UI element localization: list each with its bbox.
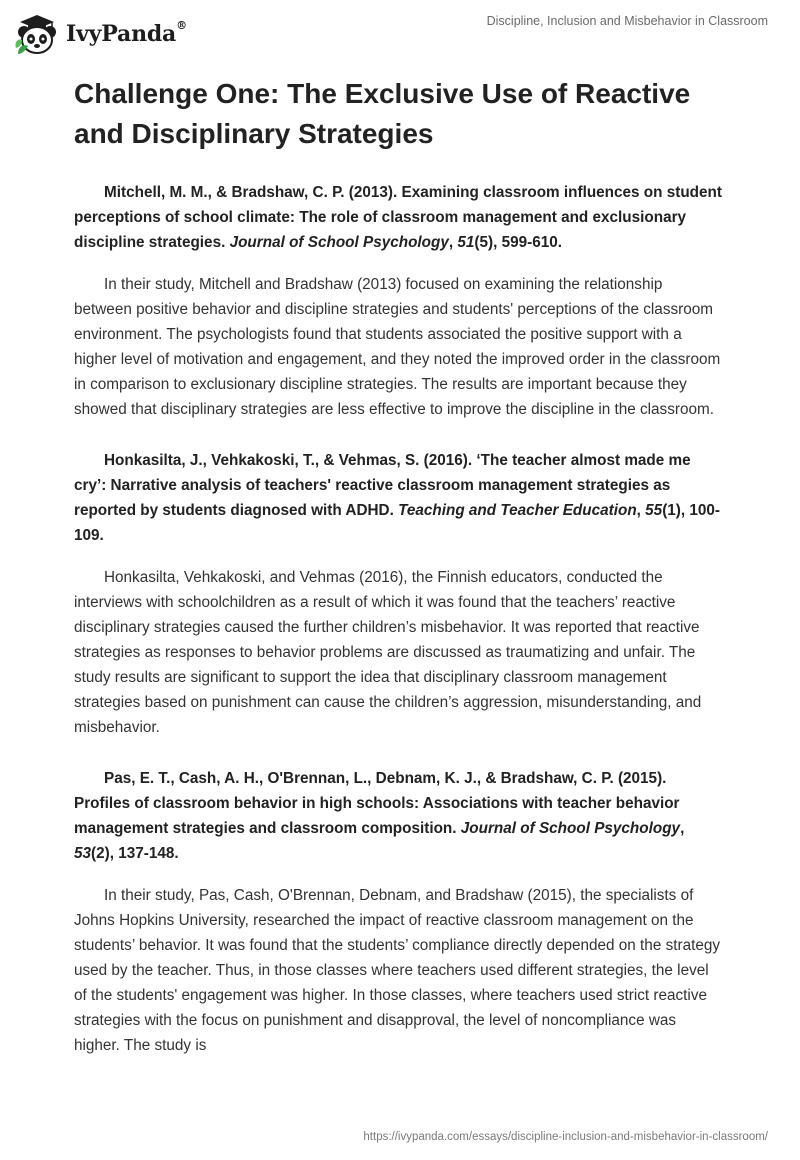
page-header — [0, 0, 800, 64]
citation-authors: Honkasilta, J., Vehkakoski, T., & Vehmas, S. (2016). ‘The teacher almost made me cry’: Narrative analysis of teachers' reactive classroom management strategies as reported by students diagnosed with ADHD. — [74, 452, 691, 519]
citation-pages: (1), 100-109. — [74, 502, 720, 544]
citation-journal: Journal of School Psychology — [460, 820, 681, 837]
citation-pages: (2), 137-148. — [91, 845, 179, 862]
panda-mascot-icon — [12, 10, 62, 58]
citation-separator: , — [636, 502, 646, 519]
source-url[interactable]: https://ivypanda.com/essays/discipline-inclusion-and-misbehavior-in-classroom/ — [363, 1131, 768, 1143]
document-title: Discipline, Inclusion and Misbehavior in Classroom — [486, 14, 768, 28]
citation-pages: (5), 599-610. — [474, 234, 562, 251]
citation-volume: 53 — [74, 845, 92, 862]
citation-separator: , — [448, 234, 458, 251]
summary-paragraph: Honkasilta, Vehkakoski, and Vehmas (2016), the Finnish educators, conducted the interviews with schoolchildren as a result of which it was found that the teachers’ reactive disciplinary strategies caused the further children’s misbehavior. It was reported that reactive strategies as responses to behavior problems are discussed as traumatizing and unfair. The study results are significant to support the idea that disciplinary classroom management strategies based on punishment can cause the children’s aggression, misunderstanding, and misbehavior. — [74, 569, 702, 736]
essay-content — [74, 74, 724, 1058]
citation-authors: Pas, E. T., Cash, A. H., O'Brennan, L., Debnam, K. J., & Bradshaw, C. P. (2015). Profiles of classroom behavior in high schools: Associations with teacher behavior management strategies and classroom composition. — [74, 770, 680, 837]
ivypanda-logo[interactable] — [12, 10, 187, 58]
reference-citation — [74, 766, 724, 866]
citation-journal: Journal of School Psychology — [229, 234, 449, 251]
logo-text: IvyPanda — [66, 21, 177, 47]
citation-volume: 51 — [457, 234, 475, 251]
logo-wordmark — [66, 21, 187, 47]
reference-citation — [74, 180, 724, 255]
citation-journal: Teaching and Teacher Education — [398, 502, 637, 519]
section-heading: Challenge One: The Exclusive Use of Reactive and Disciplinary Strategies — [74, 78, 691, 149]
summary-paragraph: In their study, Mitchell and Bradshaw (2013) focused on examining the relationship between positive behavior and discipline strategies and students' perceptions of the classroom environment. The psychologists found that students associated the positive support with a higher level of motivation and engagement, and they noted the improved order in the classroom in comparison to exclusionary discipline strategies. The results are important because they showed that disciplinary strategies are less effective to improve the discipline in the classroom. — [74, 276, 721, 418]
reference-citation — [74, 448, 724, 548]
citation-separator: , — [680, 820, 685, 837]
citation-volume: 55 — [645, 502, 663, 519]
summary-paragraph: In their study, Pas, Cash, O'Brennan, Debnam, and Bradshaw (2015), the specialists of Johns Hopkins University, researched the impact of reactive classroom management on the students’ behavior. It was found that the students’ compliance directly depended on the strategy used by the teacher. Thus, in those classes where teachers used different strategies, the level of the students' engagement was higher. In those classes, where teachers used strict reactive strategies with the focus on punishment and disapproval, the level of noncompliance was higher. The study is — [74, 887, 720, 1054]
citation-authors: Mitchell, M. M., & Bradshaw, C. P. (2013). Examining classroom influences on student perceptions of school climate: The role of classroom management and exclusionary discipline strategies. — [74, 184, 722, 251]
registered-mark: ® — [176, 19, 187, 32]
